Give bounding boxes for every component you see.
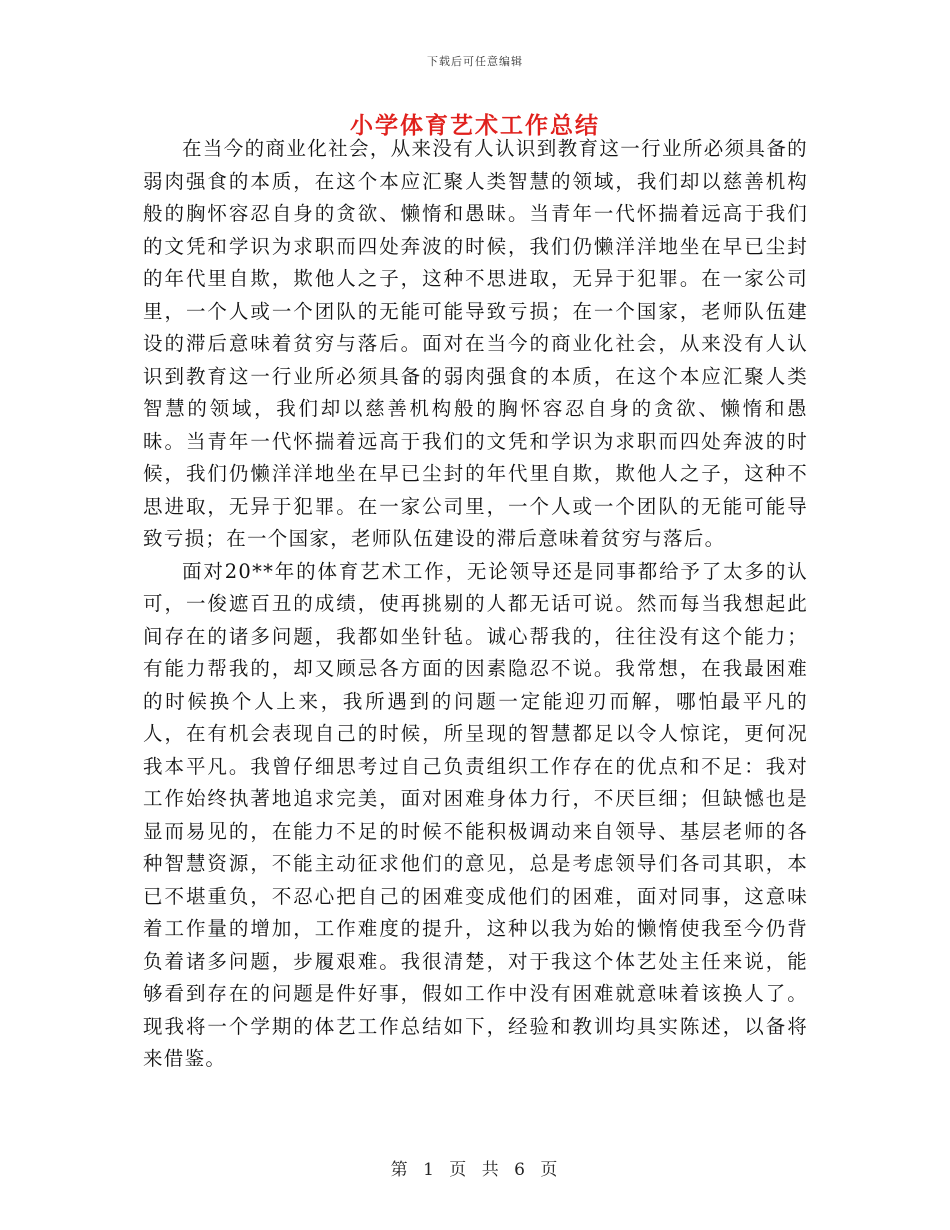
document-body (143, 133, 808, 1076)
paragraph-1: 在当今的商业化社会，从来没有人认识到教育这一行业所必须具备的弱肉强食的本质，在这个本应汇聚人类智慧的领域，我们却以慈善机构般的胸怀容忍自身的贪欲、懒惰和愚昧。当青年一代怀揣着远高于我们的文凭和学识为求职而四处奔波的时候，我们仍懒洋洋地坐在早已尘封的年代里自欺，欺他人之子，这种不思进取，无异于犯罪。在一家公司里，一个人或一个团队的无能可能导致亏损；在一个国家，老师队伍建设的滞后意味着贫穷与落后。面对在当今的商业化社会，从来没有人认识到教育这一行业所必须具备的弱肉强食的本质，在这个本应汇聚人类智慧的领域，我们却以慈善机构般的胸怀容忍自身的贪欲、懒惰和愚昧。当青年一代怀揣着远高于我们的文凭和学识为求职而四处奔波的时候，我们仍懒洋洋地坐在早已尘封的年代里自欺，欺他人之子，这种不思进取，无异于犯罪。在一家公司里，一个人或一个团队的无能可能导致亏损；在一个国家，老师队伍建设的滞后意味着贫穷与落后。 (143, 137, 808, 550)
page-number-footer: 第 1 页 共 6 页 (390, 1160, 560, 1180)
page-header-note: 下载后可任意编辑 (427, 55, 523, 68)
document-title: 小学体育艺术工作总结 (350, 112, 600, 139)
paragraph-2: 面对20**年的体育艺术工作，无论领导还是同事都给予了太多的认可，一俊遮百丑的成绩，使再挑剔的人都无话可说。然而每当我想起此间存在的诸多问题，我都如坐针毡。诚心帮我的，往往没有这个能力；有能力帮我的，却又顾忌各方面的因素隐忍不说。我常想，在我最困难的时候换个人上来，我所遇到的问题一定能迎刃而解，哪怕最平凡的人，在有机会表现自己的时候，所呈现的智慧都足以令人惊诧，更何况我本平凡。我曾仔细思考过自己负责组织工作存在的优点和不足：我对工作始终执著地追求完美，面对困难身体力行，不厌巨细；但缺憾也是显而易见的，在能力不足的时候不能积极调动来自领导、基层老师的各种智慧资源，不能主动征求他们的意见，总是考虑领导们各司其职，本已不堪重负，不忍心把自己的困难变成他们的困难，面对同事，这意味着工作量的增加，工作难度的提升，这种以我为始的懒惰使我至今仍背负着诸多问题，步履艰难。我很清楚，对于我这个体艺处主任来说，能够看到存在的问题是件好事，假如工作中没有困难就意味着该换人了。现我将一个学期的体艺工作总结如下，经验和教训均具实陈述，以备将来借鉴。 (143, 559, 808, 1070)
